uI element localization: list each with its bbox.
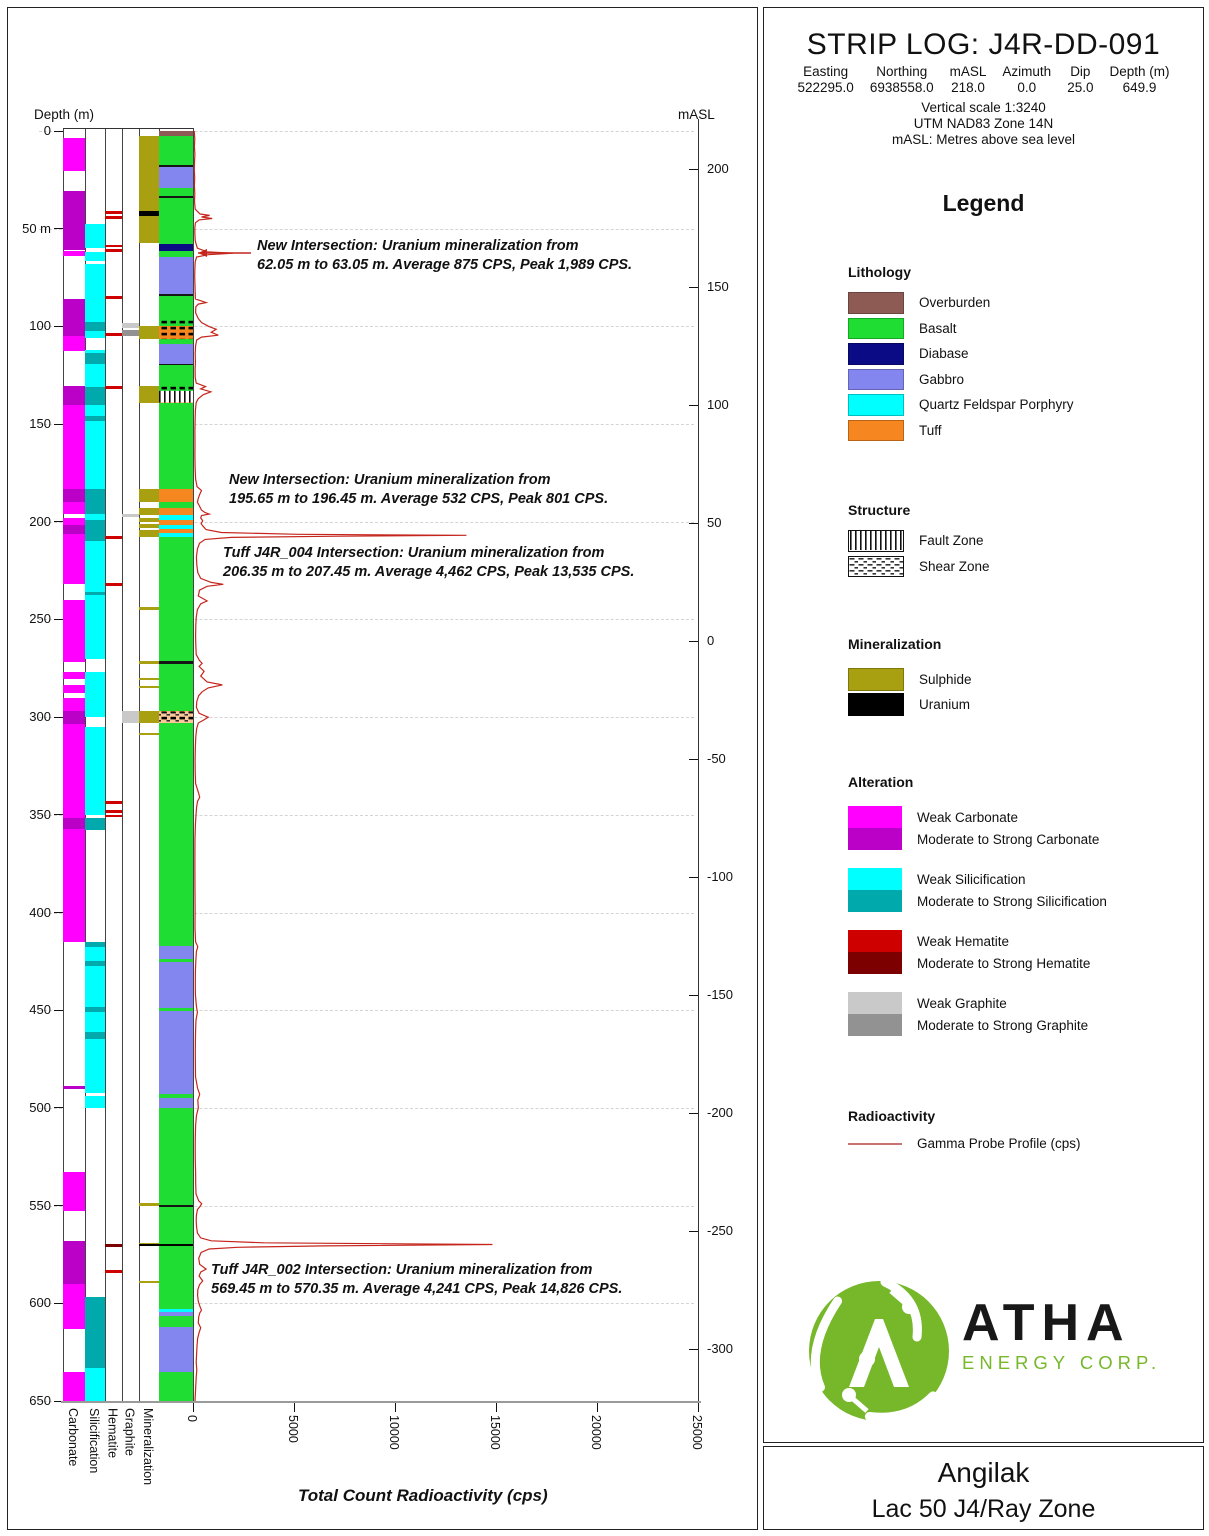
carbonate-interval [63, 251, 85, 256]
survey-field: Azimuth 0.0 [1002, 64, 1052, 95]
masl-tick [689, 995, 698, 996]
alteration-pair: Weak Silicification Moderate to Strong Silicification [848, 868, 1178, 912]
carbonate-interval [63, 1372, 85, 1401]
depth-tick-label: 100 [29, 318, 51, 334]
gamma-tick-label: 10000 [387, 1415, 401, 1450]
masl-tick [689, 1349, 698, 1350]
silicification-interval [85, 489, 105, 514]
hematite-interval [105, 583, 122, 586]
carbonate-interval [63, 724, 85, 818]
silicification-interval [85, 947, 105, 962]
depth-tick [54, 1303, 63, 1304]
lithology-interval [159, 365, 193, 390]
silicification-interval [85, 1368, 105, 1401]
mineralization-interval [139, 1203, 159, 1206]
depth-tick-label: 50 m [22, 220, 51, 236]
masl-tick-label: -300 [707, 1341, 734, 1356]
silicification-interval [85, 818, 105, 831]
gamma-tick [294, 1403, 295, 1412]
depth-tick [54, 717, 63, 718]
silicification-interval [85, 224, 105, 248]
column-border [122, 128, 123, 1401]
intersection-annotation: New Intersection: Uranium mineralization from 62.05 m to 63.05 m. Average 875 CPS, Peak 1,989 CPS. [257, 238, 633, 273]
diabase-swatch [848, 343, 904, 365]
column-label: Hematite [105, 1408, 120, 1459]
depth-tick [54, 228, 63, 229]
lithology-heading: Lithology [848, 264, 911, 280]
shear-swatch [848, 556, 904, 578]
legend-item [848, 343, 1178, 365]
lithology-interval [159, 257, 193, 294]
lithology-interval [159, 244, 193, 251]
hematite-interval [105, 1270, 122, 1273]
depth-tick [54, 521, 63, 522]
info-panel [763, 7, 1204, 1443]
mineralization-interval [139, 711, 159, 723]
survey-field: mASL 218.0 [949, 64, 987, 95]
scale-note-line: Vertical scale 1:3240 [921, 100, 1046, 115]
legend-item-label: Sulphide [919, 672, 972, 687]
mineralization-interval [139, 326, 159, 339]
legend-alteration [848, 774, 1178, 1054]
carbonate-interval [63, 191, 85, 251]
mineralization-interval [139, 211, 159, 216]
gamma-line-swatch [848, 1143, 902, 1145]
mineralization-interval [139, 686, 159, 688]
mineralization-interval [139, 661, 159, 663]
lithology-interval [159, 1011, 193, 1094]
masl-axis-title: mASL [678, 107, 715, 122]
carbonate-interval [63, 1172, 85, 1211]
masl-tick-label: 200 [707, 161, 729, 176]
survey-field: Northing 6938558.0 [869, 64, 934, 95]
gamma-tick [496, 1403, 497, 1412]
masl-tick-label: -250 [707, 1223, 734, 1238]
depth-tick-label: 300 [29, 709, 51, 725]
depth-tick [54, 912, 63, 913]
gamma-line-label: Gamma Probe Profile (cps) [917, 1136, 1081, 1151]
hematite-interval [105, 296, 122, 299]
legend-item [848, 292, 1178, 314]
sulphide-swatch [848, 668, 904, 691]
mineralization-interval [139, 518, 159, 522]
lithology-interval [159, 1316, 193, 1327]
gamma-tick [597, 1403, 598, 1412]
atha-logo-icon [804, 1276, 954, 1426]
silicification-interval [85, 322, 105, 331]
columns-top-border [63, 128, 193, 129]
lithology-interval [159, 188, 193, 196]
scale-note-line: mASL: Metres above sea level [891, 132, 1076, 147]
carbonate-interval [63, 600, 85, 663]
carbonate-interval [63, 525, 85, 535]
lithology-interval [159, 1207, 193, 1244]
depth-tick [54, 1205, 63, 1206]
depth-tick [54, 326, 63, 327]
column-label: Silicification [87, 1408, 101, 1474]
legend-item [848, 318, 1178, 340]
gamma-tick [698, 1403, 699, 1412]
lithology-interval [159, 537, 193, 661]
masl-tick [689, 287, 698, 288]
lithology-interval [159, 344, 193, 364]
depth-tick-label: 400 [29, 904, 51, 920]
masl-tick [689, 405, 698, 406]
alteration-pair: Weak Graphite Moderate to Strong Graphite [848, 992, 1178, 1036]
depth-tick [54, 1010, 63, 1011]
silicification-interval [85, 252, 105, 261]
mineralization-interval [139, 524, 159, 528]
masl-tick [689, 1113, 698, 1114]
legend-title: Legend [942, 190, 1025, 216]
depth-tick-label: 250 [29, 611, 51, 627]
gamma-tick-label: 15000 [488, 1415, 502, 1450]
carbonate-interval [63, 818, 85, 829]
legend-mineralization [848, 636, 1178, 718]
depth-tick-label: 150 [29, 416, 51, 432]
depth-axis-title: Depth (m) [34, 107, 95, 122]
depth-tick-label: 500 [29, 1099, 51, 1115]
masl-tick-label: -100 [707, 869, 734, 884]
carbonate-interval [63, 672, 85, 679]
mineralization-interval [139, 1244, 159, 1246]
legend-item-label: Tuff [919, 422, 942, 438]
survey-field: Dip 25.0 [1067, 64, 1094, 95]
masl-tick [689, 877, 698, 878]
legend-item-label: Fault Zone [919, 533, 984, 549]
legend-item [848, 369, 1178, 391]
legend-radioactivity [848, 1108, 1178, 1155]
legend-item [848, 556, 1178, 578]
hematite-interval [105, 810, 122, 813]
legend-item-label: Quartz Feldspar Porphyry [919, 397, 1074, 413]
carbonate-interval [63, 405, 85, 489]
column-background [122, 128, 139, 1401]
hematite-interval [105, 245, 122, 248]
silicification-interval [85, 264, 105, 323]
silicification-interval [85, 364, 105, 387]
carbonate-interval [63, 534, 85, 584]
gamma-tick-label: 25000 [690, 1415, 704, 1450]
hematite-interval [105, 815, 122, 817]
column-background [105, 128, 122, 1401]
lithology-interval [159, 664, 193, 711]
hematite-interval [105, 801, 122, 803]
graphite-interval [122, 514, 139, 517]
logo-wordmark: ATHA [962, 1294, 1131, 1352]
alteration-pair: Weak Hematite Moderate to Strong Hematite [848, 930, 1178, 974]
scale-notes [764, 100, 1203, 148]
hematite-interval [105, 211, 122, 214]
masl-tick-label: 150 [707, 279, 729, 294]
gamma-axis-line [61, 1401, 701, 1403]
hematite-interval [105, 536, 122, 539]
depth-tick-label: 200 [29, 513, 51, 529]
mineralization-interval [139, 607, 159, 610]
structure-heading: Structure [848, 502, 911, 518]
masl-tick-label: 100 [707, 397, 729, 412]
carbonate-interval [63, 489, 85, 503]
silicification-interval [85, 595, 105, 659]
legend-item-label: Shear Zone [919, 558, 990, 574]
mineralization-interval [139, 1281, 159, 1283]
hematite-interval [105, 1244, 122, 1247]
lithology-interval [159, 1246, 193, 1310]
lithology-interval [159, 1108, 193, 1205]
intersection-annotation: Tuff J4R_002 Intersection: Uranium mineralization from 569.45 m to 570.35 m. Average 4,241 CPS, Peak 14,826 CPS. [211, 1262, 623, 1297]
qfp-swatch [848, 394, 904, 416]
silicification-interval [85, 520, 105, 541]
mineralization-interval [139, 508, 159, 515]
depth-tick [54, 131, 63, 132]
silicification-interval [85, 672, 105, 717]
project-name: Angilak [937, 1457, 1030, 1488]
lithology-interval [159, 198, 193, 245]
lithology-interval [159, 1327, 193, 1372]
lithology-interval [159, 962, 193, 1008]
survey-field: Depth (m) 649.9 [1109, 64, 1170, 95]
column-border [193, 128, 194, 1401]
depth-tick [54, 619, 63, 620]
lithology-interval [159, 489, 193, 503]
zone-name: Lac 50 J4/Ray Zone [871, 1495, 1096, 1523]
depth-tick-label: 0 [43, 123, 51, 138]
lithology-interval [159, 508, 193, 515]
legend-item [848, 530, 1178, 552]
depth-tick-label: 600 [29, 1295, 51, 1311]
lithology-interval [159, 296, 193, 326]
depth-tick-label: 550 [29, 1197, 51, 1213]
tuff-swatch [848, 420, 904, 442]
carbonate-interval [63, 299, 85, 336]
legend-item-label: Basalt [919, 320, 957, 336]
hematite-interval [105, 333, 122, 336]
legend-lithology [848, 264, 1178, 445]
legend-item [848, 693, 1178, 716]
hematite-interval [105, 386, 122, 389]
masl-axis-line [698, 119, 699, 1404]
mineralization-interval [139, 530, 159, 538]
column-border [105, 128, 106, 1401]
silicification-interval [85, 541, 105, 592]
carbonate-interval [63, 1241, 85, 1284]
column-label: Graphite [122, 1408, 137, 1456]
alteration-heading: Alteration [848, 774, 914, 790]
gabbro-swatch [848, 369, 904, 391]
lithology-interval [159, 946, 193, 960]
silicification-interval [85, 1297, 105, 1367]
masl-tick-label: -200 [707, 1105, 734, 1120]
depth-tick [54, 1107, 63, 1108]
alteration-pair: Weak Carbonate Moderate to Strong Carbonate [848, 806, 1178, 850]
lithology-interval [159, 136, 193, 165]
carbonate-interval [63, 685, 85, 693]
silicification-interval [85, 1012, 105, 1032]
intersection-annotation: Tuff J4R_004 Intersection: Uranium mineralization from 206.35 m to 207.45 m. Average 4,462 CPS, Peak 13,535 CPS. [223, 545, 635, 580]
silicification-interval [85, 727, 105, 815]
column-background [139, 128, 159, 1401]
masl-tick-label: -150 [707, 987, 734, 1002]
lithology-interval [159, 711, 193, 723]
page-title: STRIP LOG: J4R-DD-091 [806, 28, 1161, 61]
intersection-annotation: New Intersection: Uranium mineralization from 195.65 m to 196.45 m. Average 532 CPS, Peak 801 CPS. [229, 472, 609, 507]
silicification-interval [85, 966, 105, 1007]
log-panel [7, 7, 758, 1530]
depth-tick-label: 350 [29, 806, 51, 822]
depth-tick [54, 814, 63, 815]
masl-tick [689, 523, 698, 524]
legend-item-label: Gabbro [919, 371, 965, 387]
lithology-interval [159, 167, 193, 188]
carbonate-interval [63, 1086, 85, 1089]
legend-item [848, 394, 1178, 416]
mineralization-interval [139, 489, 159, 503]
gamma-tick-label: 0 [185, 1415, 199, 1422]
radioactivity-heading: Radioactivity [848, 1108, 936, 1124]
masl-tick [689, 169, 698, 170]
lithology-interval [159, 1098, 193, 1108]
fault-swatch [848, 530, 904, 552]
graphite-interval [122, 323, 139, 328]
lithology-interval [159, 1372, 193, 1401]
carbonate-interval [63, 138, 85, 171]
masl-tick [689, 1231, 698, 1232]
masl-tick [689, 759, 698, 760]
lithology-interval [159, 391, 193, 403]
legend-item [848, 420, 1178, 442]
scale-note-line: UTM NAD83 Zone 14N [913, 116, 1054, 131]
column-border [139, 128, 140, 1401]
legend-item [848, 668, 1178, 691]
depth-tick [54, 424, 63, 425]
lithology-interval [159, 723, 193, 946]
legend-item-label: Diabase [919, 346, 969, 362]
mineralization-interval [139, 386, 159, 403]
survey-fields [764, 64, 1203, 96]
silicification-interval [85, 387, 105, 405]
carbonate-interval [63, 518, 85, 525]
graphite-interval [122, 330, 139, 336]
silicification-interval [85, 331, 105, 338]
gamma-axis-title: Total Count Radioactivity (cps) [298, 1486, 548, 1505]
depth-tick-label: 650 [29, 1393, 51, 1409]
lithology-interval [159, 403, 193, 489]
depth-tick-label: 450 [29, 1002, 51, 1018]
graphite-interval [122, 711, 139, 723]
gamma-tick-label: 5000 [286, 1415, 300, 1443]
masl-tick-label: 0 [707, 633, 715, 648]
masl-tick-label: -50 [707, 751, 726, 766]
carbonate-interval [63, 502, 85, 514]
uranium-swatch [848, 693, 904, 716]
lithology-interval [159, 326, 193, 339]
masl-tick [689, 641, 698, 642]
survey-field: Easting 522295.0 [797, 64, 854, 95]
project-box [763, 1446, 1204, 1530]
logo-subtitle: ENERGY CORP. [962, 1352, 1162, 1373]
silicification-interval [85, 1032, 105, 1039]
mineralization-heading: Mineralization [848, 636, 942, 652]
mineralization-interval [139, 733, 159, 735]
carbonate-interval [63, 1284, 85, 1329]
column-label: Mineralization [141, 1408, 155, 1486]
carbonate-interval [63, 711, 85, 724]
silicification-interval [85, 405, 105, 417]
masl-tick-label: 50 [707, 515, 722, 530]
column-label: Carbonate [66, 1408, 80, 1467]
hematite-interval [105, 216, 122, 219]
silicification-interval [85, 353, 105, 364]
legend-structure [848, 502, 1178, 581]
legend-item-label: Uranium [919, 697, 971, 712]
overburden-swatch [848, 292, 904, 314]
mineralization-interval [139, 136, 159, 243]
carbonate-interval [63, 829, 85, 942]
legend-item-label: Overburden [919, 295, 991, 311]
hematite-interval [105, 249, 122, 252]
carbonate-interval [63, 698, 85, 712]
silicification-interval [85, 1096, 105, 1108]
carbonate-interval [63, 386, 85, 405]
gamma-tick [395, 1403, 396, 1412]
mineralization-interval [139, 678, 159, 680]
carbonate-interval [63, 336, 85, 351]
basalt-swatch [848, 318, 904, 340]
gamma-tick [193, 1403, 194, 1412]
silicification-interval [85, 421, 105, 488]
silicification-interval [85, 1039, 105, 1094]
atha-logo [804, 1276, 1164, 1426]
gamma-tick-label: 20000 [589, 1415, 603, 1450]
